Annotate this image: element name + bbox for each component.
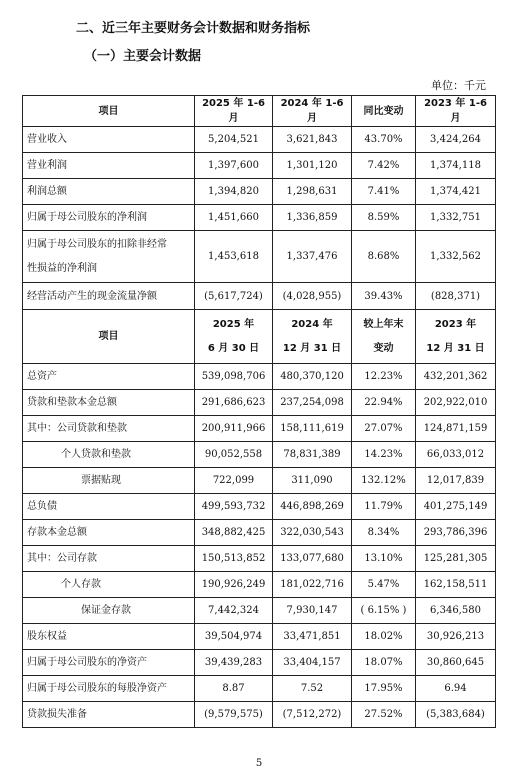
row-value: 6,346,580	[416, 598, 496, 624]
row-value: 322,030,543	[273, 520, 352, 546]
row-value: 1,374,421	[416, 179, 496, 205]
row-label: 营业收入	[23, 127, 195, 153]
header2-col-4	[416, 310, 496, 364]
row-value: (7,512,272)	[273, 702, 352, 728]
row-value: 3,621,843	[273, 127, 352, 153]
row-value: 22.94%	[352, 390, 416, 416]
row-value: 12.23%	[352, 364, 416, 390]
row-label-line-2: 性损益的净利润	[27, 263, 97, 274]
row-value: (4,028,955)	[273, 283, 352, 310]
row-label	[23, 231, 195, 283]
row-label: 其中：公司存款	[23, 546, 195, 572]
row-value: 190,926,249	[195, 572, 273, 598]
row-value: 401,275,149	[416, 494, 496, 520]
row-value: 27.52%	[352, 702, 416, 728]
table-row	[23, 546, 496, 572]
row-value: 78,831,389	[273, 442, 352, 468]
row-value: 1,397,600	[195, 153, 273, 179]
row-value: 7,442,324	[195, 598, 273, 624]
row-value: 200,911,966	[195, 416, 273, 442]
header-item: 项目	[23, 96, 195, 127]
table-row	[23, 702, 496, 728]
header-col-4: 2023 年 1-6 月	[416, 96, 496, 127]
row-value: 12,017,839	[416, 468, 496, 494]
header2-col-2-line-2: 12 月 31 日	[282, 343, 342, 354]
row-value: 1,337,476	[273, 231, 352, 283]
row-label: 归属于母公司股东的净利润	[23, 205, 195, 231]
row-value: 43.70%	[352, 127, 416, 153]
row-label: 贷款和垫款本金总额	[23, 390, 195, 416]
row-value: 132.12%	[352, 468, 416, 494]
row-label: 存款本金总额	[23, 520, 195, 546]
row-value: (5,383,684)	[416, 702, 496, 728]
table-row	[23, 364, 496, 390]
unit-label: 单位：千元	[431, 79, 486, 92]
table-header-row-2	[23, 310, 496, 364]
row-label: 保证金存款	[23, 598, 195, 624]
row-label: 个人贷款和垫款	[23, 442, 195, 468]
row-label: 个人存款	[23, 572, 195, 598]
header2-col-1-line-2: 6 月 30 日	[207, 343, 260, 354]
table-row	[23, 205, 496, 231]
header2-col-3-line-2: 变动	[373, 343, 394, 354]
table-row	[23, 650, 496, 676]
row-value: 124,871,159	[416, 416, 496, 442]
row-value: 202,922,010	[416, 390, 496, 416]
row-value: 30,926,213	[416, 624, 496, 650]
table-row	[23, 416, 496, 442]
row-value: ( 6.15% )	[352, 598, 416, 624]
row-value: (9,579,575)	[195, 702, 273, 728]
row-label: 股东权益	[23, 624, 195, 650]
row-value: 39,504,974	[195, 624, 273, 650]
row-value: 293,786,396	[416, 520, 496, 546]
row-label: 总负债	[23, 494, 195, 520]
row-value: (828,371)	[416, 283, 496, 310]
row-label: 其中：公司贷款和垫款	[23, 416, 195, 442]
header2-item: 项目	[23, 310, 195, 364]
row-value: 1,394,820	[195, 179, 273, 205]
row-value: 432,201,362	[416, 364, 496, 390]
row-value: 8.68%	[352, 231, 416, 283]
row-label: 贷款损失准备	[23, 702, 195, 728]
row-value: 5.47%	[352, 572, 416, 598]
row-value: 18.07%	[352, 650, 416, 676]
header2-col-3	[352, 310, 416, 364]
row-value: 499,593,732	[195, 494, 273, 520]
table-row	[23, 442, 496, 468]
row-value: 3,424,264	[416, 127, 496, 153]
table-row	[23, 127, 496, 153]
row-value: 150,513,852	[195, 546, 273, 572]
row-value: 66,033,012	[416, 442, 496, 468]
row-value: 5,204,521	[195, 127, 273, 153]
row-label: 营业利润	[23, 153, 195, 179]
row-value: 158,111,619	[273, 416, 352, 442]
row-value: 1,451,660	[195, 205, 273, 231]
row-label: 经营活动产生的现金流量净额	[23, 283, 195, 310]
row-value: 237,254,098	[273, 390, 352, 416]
row-value: 1,301,120	[273, 153, 352, 179]
row-label: 票据贴现	[23, 468, 195, 494]
section-title: 二、近三年主要财务会计数据和财务指标	[76, 21, 311, 36]
row-value: 33,471,851	[273, 624, 352, 650]
table-header-row	[23, 96, 496, 127]
table-row	[23, 153, 496, 179]
row-value: 8.87	[195, 676, 273, 702]
row-value: 480,370,120	[273, 364, 352, 390]
row-value: 539,098,706	[195, 364, 273, 390]
row-value: 7.52	[273, 676, 352, 702]
row-value: 90,052,558	[195, 442, 273, 468]
row-value: 162,158,511	[416, 572, 496, 598]
header-col-3: 同比变动	[352, 96, 416, 127]
row-value: 446,898,269	[273, 494, 352, 520]
table-row	[23, 468, 496, 494]
row-value: 30,860,645	[416, 650, 496, 676]
table-row	[23, 624, 496, 650]
row-value: 7.41%	[352, 179, 416, 205]
row-value: 39,439,283	[195, 650, 273, 676]
table-row	[23, 598, 496, 624]
header-col-1: 2025 年 1-6 月	[195, 96, 273, 127]
row-value: 1,332,562	[416, 231, 496, 283]
row-value: 33,404,157	[273, 650, 352, 676]
header2-col-4-line-2: 12 月 31 日	[426, 343, 485, 354]
row-value: 348,882,425	[195, 520, 273, 546]
table-row	[23, 572, 496, 598]
table-row	[23, 676, 496, 702]
row-value: 7.42%	[352, 153, 416, 179]
subsection-title: （一）主要会计数据	[84, 49, 202, 64]
header-col-2: 2024 年 1-6 月	[273, 96, 352, 127]
table-row	[23, 520, 496, 546]
row-value: 7,930,147	[273, 598, 352, 624]
accounting-data-table	[22, 95, 496, 728]
row-value: 39.43%	[352, 283, 416, 310]
page-number: 5	[255, 758, 263, 769]
row-value: 14.23%	[352, 442, 416, 468]
table-row	[23, 231, 496, 283]
row-label: 归属于母公司股东的每股净资产	[23, 676, 195, 702]
row-value: 17.95%	[352, 676, 416, 702]
row-value: 11.79%	[352, 494, 416, 520]
row-label-line-1: 归属于母公司股东的扣除非经常	[27, 239, 167, 250]
header2-col-1	[195, 310, 273, 364]
header2-col-2	[273, 310, 352, 364]
row-value: 311,090	[273, 468, 352, 494]
header2-col-2-line-1: 2024 年	[291, 319, 333, 330]
row-value: 6.94	[416, 676, 496, 702]
row-value: 8.59%	[352, 205, 416, 231]
header2-col-4-line-1: 2023 年	[434, 319, 477, 330]
table-row	[23, 283, 496, 310]
row-value: (5,617,724)	[195, 283, 273, 310]
row-value: 1,332,751	[416, 205, 496, 231]
row-label: 总资产	[23, 364, 195, 390]
row-value: 1,298,631	[273, 179, 352, 205]
header2-col-1-line-1: 2025 年	[212, 319, 255, 330]
row-value: 1,453,618	[195, 231, 273, 283]
header2-col-3-line-1: 较上年末	[363, 319, 404, 330]
table-row	[23, 494, 496, 520]
row-value: 1,374,118	[416, 153, 496, 179]
row-label: 利润总额	[23, 179, 195, 205]
row-value: 27.07%	[352, 416, 416, 442]
row-value: 125,281,305	[416, 546, 496, 572]
row-value: 1,336,859	[273, 205, 352, 231]
row-value: 8.34%	[352, 520, 416, 546]
table-row	[23, 179, 496, 205]
row-value: 291,686,623	[195, 390, 273, 416]
row-value: 722,099	[195, 468, 273, 494]
row-value: 181,022,716	[273, 572, 352, 598]
row-value: 13.10%	[352, 546, 416, 572]
row-value: 18.02%	[352, 624, 416, 650]
table-row	[23, 390, 496, 416]
row-value: 133,077,680	[273, 546, 352, 572]
row-label: 归属于母公司股东的净资产	[23, 650, 195, 676]
